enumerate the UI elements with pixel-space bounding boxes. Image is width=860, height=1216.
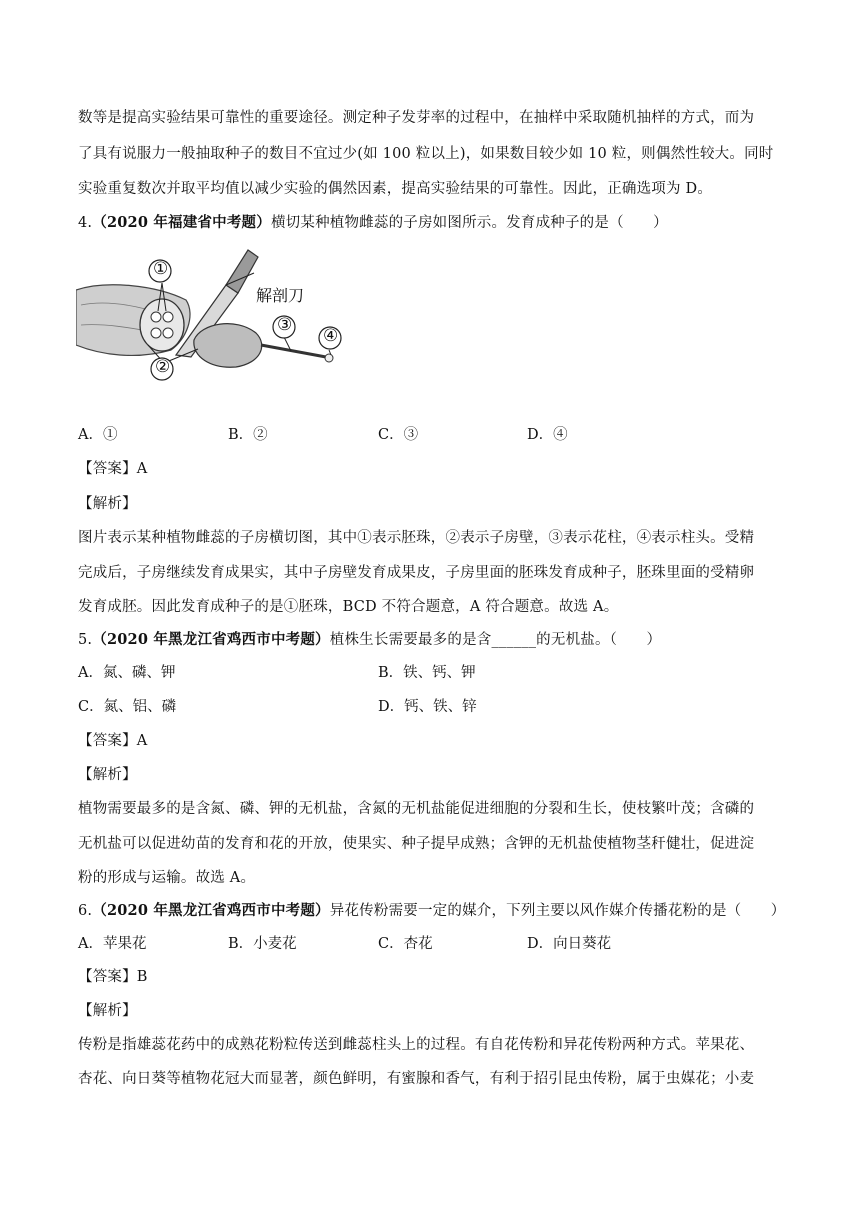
q6-analysis-line-1: 传粉是指雄蕊花药中的成熟花粉粒传送到雌蕊柱头上的过程。有自花传粉和异花传粉两种方式。苹果花、 (78, 1037, 755, 1053)
q6-analysis-title: 【解析】 (78, 1003, 137, 1019)
question-text: 异花传粉需要一定的媒介，下列主要以风作媒介传播花粉的是（ ） (329, 903, 786, 919)
q5-option-b: B．铁、钙、钾 (378, 665, 476, 681)
question-6-stem (78, 901, 785, 921)
q4-option-d: D．④ (527, 427, 568, 443)
intro-line-2: 了具有说服力一般抽取种子的数目不宜过少(如 100 粒以上)，如果数目较少如 10 粒，则偶然性较大。同时 (78, 146, 774, 162)
q4-analysis-title: 【解析】 (78, 496, 137, 512)
figure-label-3: ③ (277, 315, 293, 335)
q4-option-b: B．② (228, 427, 268, 443)
q6-option-b: B．小麦花 (228, 936, 297, 952)
figure-label-4: ④ (323, 326, 339, 346)
q6-option-c: C．杏花 (378, 936, 433, 952)
q4-analysis-line-1: 图片表示某种植物雌蕊的子房横切图，其中①表示胚珠，②表示子房壁，③表示花柱，④表示柱头。受精 (78, 530, 755, 546)
figure-label-1: ① (153, 259, 169, 279)
q5-option-d: D．钙、铁、锌 (378, 699, 477, 715)
question-text: 植株生长需要最多的是含______的无机盐。（ ） (329, 632, 662, 648)
q5-analysis-line-1: 植物需要最多的是含氮、磷、钾的无机盐，含氮的无机盐能促进细胞的分裂和生长，使枝繁叶茂；含磷的 (78, 801, 755, 817)
q4-option-a: A．① (78, 427, 118, 443)
q6-analysis-line-2: 杏花、向日葵等植物花冠大而显著，颜色鲜明，有蜜腺和香气，有利于招引昆虫传粉，属于虫媒花；小麦 (78, 1071, 755, 1087)
q5-answer: 【答案】A (78, 733, 148, 749)
q5-analysis-title: 【解析】 (78, 767, 137, 783)
question-source: （2020 年福建省中考题） (92, 214, 271, 231)
q4-analysis-line-3: 发育成胚。因此发育成种子的是①胚珠，BCD 不符合题意，A 符合题意。故选 A。 (78, 599, 619, 615)
question-5-stem (78, 630, 661, 650)
question-number: 5. (78, 632, 93, 648)
q4-answer: 【答案】A (78, 461, 148, 477)
intro-line-3: 实验重复数次并取平均值以减少实验的偶然因素，提高实验结果的可靠性。因此，正确选项为 D。 (78, 181, 713, 197)
ovary-dissection-illustration (76, 245, 346, 385)
q5-option-a: A．氮、磷、钾 (78, 665, 176, 681)
intro-line-1: 数等是提高实验结果可靠性的重要途径。测定种子发芽率的过程中，在抽样中采取随机抽样的方式，而为 (78, 110, 755, 126)
q6-option-a: A．苹果花 (78, 936, 147, 952)
question-4-stem (78, 213, 668, 233)
q4-option-c: C．③ (378, 427, 419, 443)
question-number: 4. (78, 215, 93, 231)
q6-answer: 【答案】B (78, 969, 148, 985)
ovary-cross-section-figure (76, 245, 346, 385)
q5-option-c: C．氮、铝、磷 (78, 699, 177, 715)
question-number: 6. (78, 903, 93, 919)
question-source: （2020 年黑龙江省鸡西市中考题） (92, 631, 330, 648)
q6-option-d: D．向日葵花 (527, 936, 612, 952)
q4-analysis-line-2: 完成后，子房继续发育成果实，其中子房壁发育成果皮，子房里面的胚珠发育成种子，胚珠里面的受精卵 (78, 565, 755, 581)
q5-analysis-line-3: 粉的形成与运输。故选 A。 (78, 870, 256, 886)
figure-label-2: ② (155, 357, 171, 377)
scalpel-label: 解剖刀 (256, 286, 305, 305)
q5-analysis-line-2: 无机盐可以促进幼苗的发育和花的开放，使果实、种子提早成熟；含钾的无机盐使植物茎秆健壮，促进淀 (78, 836, 755, 852)
question-source: （2020 年黑龙江省鸡西市中考题） (92, 902, 330, 919)
question-text: 横切某种植物雌蕊的子房如图所示。发育成种子的是（ ） (270, 215, 668, 231)
